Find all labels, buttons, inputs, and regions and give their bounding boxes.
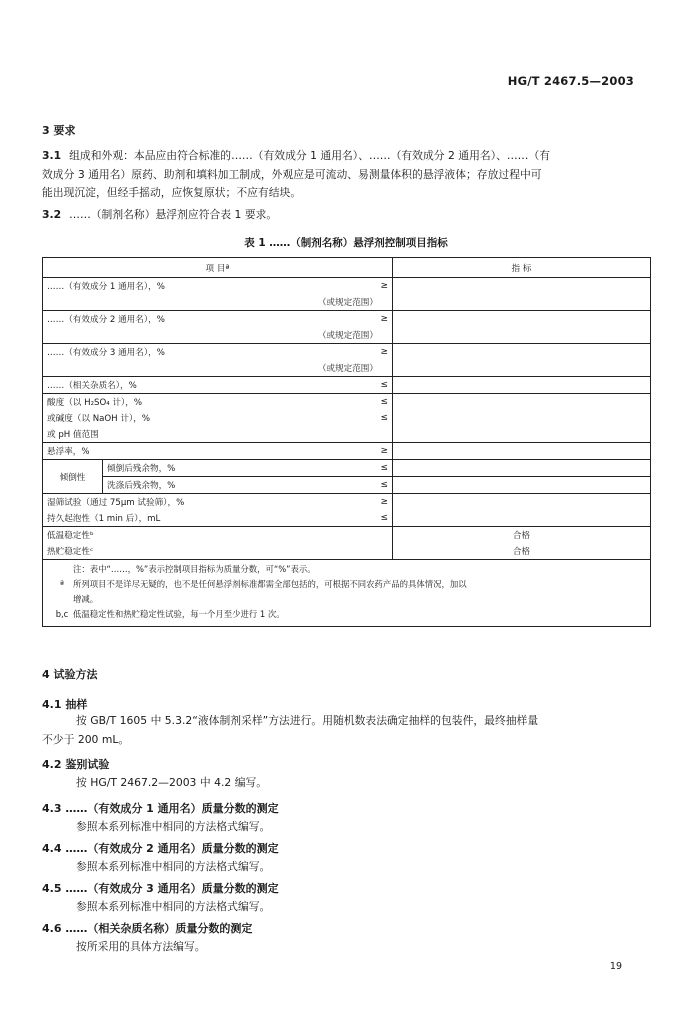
table-header-row [43,258,651,278]
para-3-2 [42,206,277,225]
note-0: 注：表中“……，%”表示控制项目指标为质量分数，可“%”表示。 [73,564,316,574]
note-bc-mark: b,c [55,609,69,619]
row-value [393,494,651,527]
row-compare: ≥ [380,314,388,324]
note-a-line1: 所列项目不是详尽无疑的，也不是任何悬浮剂标准都需全部包括的，可根据不同农药产品的具体情况，加以 [73,579,467,589]
standard-number: HG/T 2467.5—2003 [507,74,634,88]
para-3-1-num: 3.1 [42,149,62,162]
page-number: 19 [609,961,622,972]
row-label: 洗涤后残余物，% [107,481,176,491]
table-row [43,344,651,377]
row-label: ……（有效成分 3 通用名），% [47,348,165,358]
row-sub-label: （或规定范围） [317,331,378,341]
row-value [393,311,651,344]
row-value [393,394,651,443]
section-4-1-line2: 不少于 200 mL。 [42,732,130,746]
row-label: 热贮稳定性ᶜ [47,547,94,557]
section-3-title: 3 要求 [42,124,76,137]
row-sub-label: （或规定范围） [317,298,378,308]
row-label: 酸度（以 H₂SO₄ 计），% [47,398,143,408]
spec-table [42,257,651,627]
row-value [393,443,651,460]
row-compare: ≥ [380,347,388,357]
row-value: 合格 [512,547,531,557]
table-row [43,278,651,311]
note-bc-text: 低温稳定性和热贮稳定性试验，每一个月至少进行 1 次。 [73,609,285,619]
section-4-6-title: 4.6 ……（相关杂质名称）质量分数的测定 [42,922,253,935]
note-a-line2: 增减。 [73,594,99,604]
table-row [43,527,651,560]
table-row [43,443,651,460]
row-compare: ≤ [380,513,388,523]
row-label: 悬浮率，% [47,447,90,457]
header-index: 指 标 [393,258,651,278]
section-4-1-body [42,712,652,749]
row-compare: ≥ [380,497,388,507]
section-4-2-text: 按 HG/T 2467.2—2003 中 4.2 编写。 [76,776,268,789]
table-row [43,377,651,394]
row-label: 或 pH 值范围 [47,430,99,440]
row-value [393,477,651,494]
row-compare: ≤ [380,413,388,423]
row-compare: ≥ [380,281,388,291]
row-value [393,278,651,311]
row-compare: ≤ [380,480,388,490]
note-a [51,577,642,592]
row-sub-label: （或规定范围） [317,364,378,374]
row-label: ……（有效成分 1 通用名），% [47,282,165,292]
table-row [43,477,651,494]
row-label: 湿筛试验（通过 75μm 试验筛），% [47,498,185,508]
para-3-1 [42,147,652,203]
header-item: 项 目ª [43,258,393,278]
table-row [43,494,651,527]
para-3-1-line1: 组成和外观：本品应由符合标准的……（有效成分 1 通用名）、……（有效成分 2 通用名）、……（有 [69,149,551,162]
pour-label: 倾倒性 [43,460,103,494]
row-label: 低温稳定性ᵇ [47,531,94,541]
section-4-1-line1: 按 GB/T 1605 中 5.3.2“液体制剂采样”方法进行。用随机数表法确定抽样的包装件，最终抽样量 [76,714,539,727]
para-3-2-text: ……（制剂名称）悬浮剂应符合表 1 要求。 [69,208,278,221]
section-4-3-text: 参照本系列标准中相同的方法格式编写。 [76,820,271,833]
section-4-1-title: 4.1 抽样 [42,698,88,711]
section-4-3-title: 4.3 ……（有效成分 1 通用名）质量分数的测定 [42,802,279,815]
row-label: 持久起泡性（1 min 后），mL [47,514,161,524]
table-row [43,311,651,344]
note-a-mark: ª [60,579,64,589]
row-label: ……（有效成分 2 通用名），% [47,315,165,325]
table-notes-row [43,560,651,627]
section-4-6-text: 按所采用的具体方法编写。 [76,940,206,953]
section-4-4-title: 4.4 ……（有效成分 2 通用名）质量分数的测定 [42,842,279,855]
table-caption: 表 1 ……（制剂名称）悬浮剂控制项目指标 [244,237,448,249]
section-4-5-text: 参照本系列标准中相同的方法格式编写。 [76,900,271,913]
row-compare: ≤ [380,380,388,390]
row-label: 倾倒后残余物，% [107,464,176,474]
para-3-1-line2: 效成分 3 通用名）原药、助剂和填料加工制成，外观应是可流动、易测量体积的悬浮液体；存放过程中可 [42,167,542,181]
para-3-1-line3: 能出现沉淀，但经手摇动，应恢复原状；不应有结块。 [42,186,302,199]
section-4-5-title: 4.5 ……（有效成分 3 通用名）质量分数的测定 [42,882,279,895]
section-4-4-text: 参照本系列标准中相同的方法格式编写。 [76,860,271,873]
row-label: 或碱度（以 NaOH 计），% [47,414,151,424]
table-row [43,394,651,443]
row-value [393,460,651,477]
para-3-2-num: 3.2 [42,208,62,221]
note-bc [51,607,642,622]
section-4-title: 4 试验方法 [42,668,98,681]
row-compare: ≤ [380,397,388,407]
row-label: ……（相关杂质名），% [47,381,137,391]
row-compare: ≤ [380,463,388,473]
row-value [393,377,651,394]
section-4-2-title: 4.2 鉴别试验 [42,758,110,771]
row-value: 合格 [512,531,531,541]
row-compare: ≥ [380,446,388,456]
table-row [43,460,651,477]
row-value [393,344,651,377]
